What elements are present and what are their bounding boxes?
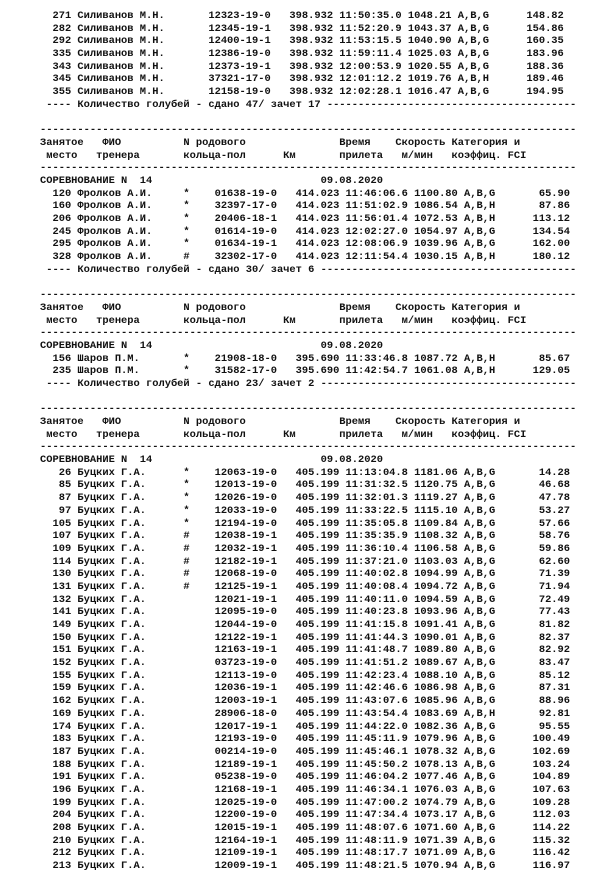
result-row: 282 Силиванов М.Н. 12345-19-1 398.932 11:52:20.9 1043.37 A,B,G 154.86 [40, 22, 564, 35]
result-row: 212 Буцких Г.А. 12109-19-1 405.199 11:48:17.7 1071.09 A,B,G 116.42 [40, 847, 571, 860]
separator-line: -------------------------------------------------------------------------------------- [40, 162, 577, 175]
result-row: 87 Буцких Г.А. * 12026-19-0 405.199 11:32:01.3 1119.27 A,B,G 47.78 [40, 492, 571, 505]
result-row: 271 Силиванов М.Н. 12323-19-0 398.932 11:50:35.0 1048.21 A,B,G 148.82 [40, 10, 564, 22]
blank-line [40, 112, 576, 125]
result-row: 292 Силиванов М.Н. 12400-19-1 398.932 11:53:15.5 1040.90 A,B,G 160.35 [40, 35, 564, 48]
result-row: 355 Силиванов М.Н. 12158-19-0 398.932 12:02:28.1 1016.47 A,B,G 194.95 [40, 86, 564, 99]
column-header: Занятое ФИО N родового Время Скорость Категория и [40, 136, 521, 149]
result-row: 208 Буцких Г.А. 12015-19-1 405.199 11:48:07.6 1071.60 A,B,G 114.22 [40, 822, 571, 834]
separator-line: -------------------------------------------------------------------------------------- [40, 124, 577, 137]
result-row: 130 Буцких Г.А. # 12068-19-0 405.199 11:40:02.8 1094.99 A,B,G 71.39 [40, 568, 571, 581]
result-row: 199 Буцких Г.А. 12025-19-0 405.199 11:47:00.2 1074.79 A,B,G 109.28 [40, 796, 571, 809]
result-row: 345 Силиванов М.Н. 37321-17-0 398.932 12:01:12.2 1019.76 A,B,H 189.46 [40, 73, 564, 86]
result-row: 120 Фролков А.И. * 01638-19-0 414.023 11:46:06.6 1100.80 A,B,G 65.90 [40, 187, 571, 200]
result-row: 159 Буцких Г.А. 12036-19-1 405.199 11:42:46.6 1086.98 A,B,G 87.31 [40, 682, 571, 695]
result-row: 328 Фролков А.И. # 32302-17-0 414.023 12:11:54.4 1030.15 A,B,H 180.12 [40, 251, 571, 264]
result-row: 191 Буцких Г.А. 05238-19-0 405.199 11:46:04.2 1077.46 A,B,G 104.89 [40, 771, 571, 784]
column-header: место тренера кольца-пол Км прилета м/мин коэффиц. FCI [40, 428, 527, 441]
result-row: 97 Буцких Г.А. * 12033-19-0 405.199 11:33:22.5 1115.10 A,B,G 53.27 [40, 504, 571, 517]
competition-header: СОРЕВНОВАНИЕ N 14 09.08.2020 [40, 339, 383, 352]
result-row: 169 Буцких Г.А. 28906-18-0 405.199 11:43:54.4 1083.69 A,B,H 92.81 [40, 707, 571, 720]
result-row: 109 Буцких Г.А. # 12032-19-1 405.199 11:36:10.4 1106.58 A,B,G 59.86 [40, 542, 571, 555]
result-row: 187 Буцких Г.А. 00214-19-0 405.199 11:45:46.1 1078.32 A,B,G 102.69 [40, 745, 571, 758]
result-row: 149 Буцких Г.А. 12044-19-0 405.199 11:41:15.8 1091.41 A,B,G 81.82 [40, 619, 571, 631]
summary-line: ---- Количество голубей - сдано 30/ зачет 6 ----------------------------------------- [40, 263, 577, 276]
result-row: 155 Буцких Г.А. 12113-19-0 405.199 11:42:23.4 1088.10 A,B,G 85.12 [40, 669, 571, 682]
column-header: Занятое ФИО N родового Время Скорость Категория и [40, 301, 521, 314]
result-row: 114 Буцких Г.А. # 12182-19-1 405.199 11:37:21.0 1103.03 A,B,G 62.60 [40, 555, 571, 568]
result-row: 105 Буцких Г.А. * 12194-19-0 405.199 11:35:05.8 1109.84 A,B,G 57.66 [40, 517, 571, 530]
result-row: 85 Буцких Г.А. * 12013-19-0 405.199 11:31:32.5 1120.75 A,B,G 46.68 [40, 479, 571, 492]
result-row: 245 Фролков А.И. * 01614-19-0 414.023 12:02:27.0 1054.97 A,B,G 134.54 [40, 225, 571, 238]
result-row: 295 Фролков А.И. * 01634-19-1 414.023 12:08:06.9 1039.96 A,B,G 162.00 [40, 238, 571, 251]
result-row: 160 Фролков А.И. * 32397-17-0 414.023 11:51:02.9 1086.54 A,B,H 87.86 [40, 200, 571, 213]
result-row: 196 Буцких Г.А. 12168-19-1 405.199 11:46:34.1 1076.03 A,B,G 107.63 [40, 783, 571, 796]
result-row: 131 Буцких Г.А. # 12125-19-1 405.199 11:40:08.4 1094.72 A,B,G 71.94 [40, 580, 571, 593]
result-row: 204 Буцких Г.А. 12200-19-0 405.199 11:47:34.4 1073.17 A,B,G 112.03 [40, 809, 571, 822]
result-row: 183 Буцких Г.А. 12193-19-0 405.199 11:45:11.9 1079.96 A,B,G 100.49 [40, 733, 571, 746]
blank-line [40, 276, 576, 289]
result-row: 206 Фролков А.И. * 20406-18-1 414.023 11:56:01.4 1072.53 A,B,H 113.12 [40, 213, 571, 225]
column-header: Занятое ФИО N родового Время Скорость Категория и [40, 416, 521, 428]
results-report [40, 10, 576, 873]
result-row: 156 Шаров П.М. * 21908-18-0 395.690 11:33:46.8 1087.72 A,B,H 85.67 [40, 352, 571, 365]
separator-line: -------------------------------------------------------------------------------------- [40, 403, 577, 416]
summary-line: ---- Количество голубей - сдано 47/ зачет 17 ---------------------------------------- [40, 98, 577, 111]
result-row: 188 Буцких Г.А. 12189-19-1 405.199 11:45:50.2 1078.13 A,B,G 103.24 [40, 758, 571, 771]
blank-line [40, 391, 576, 404]
column-header: место тренера кольца-пол Км прилета м/мин коэффиц. FCI [40, 149, 527, 162]
result-row: 343 Силиванов М.Н. 12373-19-1 398.932 12:00:53.9 1020.55 A,B,G 188.36 [40, 60, 564, 73]
result-row: 107 Буцких Г.А. # 12038-19-1 405.199 11:35:35.9 1108.32 A,B,G 58.76 [40, 530, 571, 543]
separator-line: -------------------------------------------------------------------------------------- [40, 327, 577, 340]
result-row: 213 Буцких Г.А. 12009-19-1 405.199 11:48:21.5 1070.94 A,B,G 116.97 [40, 860, 571, 873]
result-row: 132 Буцких Г.А. 12021-19-1 405.199 11:40:11.0 1094.59 A,B,G 72.49 [40, 593, 571, 606]
result-row: 235 Шаров П.М. * 31582-17-0 395.690 11:42:54.7 1061.08 A,B,H 129.05 [40, 365, 571, 378]
result-row: 174 Буцких Г.А. 12017-19-1 405.199 11:44:22.0 1082.36 A,B,G 95.55 [40, 720, 571, 733]
result-row: 210 Буцких Г.А. 12164-19-1 405.199 11:48:11.9 1071.39 A,B,G 115.32 [40, 834, 571, 847]
result-row: 152 Буцких Г.А. 03723-19-0 405.199 11:41:51.2 1089.67 A,B,G 83.47 [40, 657, 571, 670]
competition-header: СОРЕВНОВАНИЕ N 14 09.08.2020 [40, 454, 383, 467]
result-row: 26 Буцких Г.А. * 12063-19-0 405.199 11:13:04.8 1181.06 A,B,G 14.28 [40, 466, 571, 479]
result-row: 141 Буцких Г.А. 12095-19-0 405.199 11:40:23.8 1093.96 A,B,G 77.43 [40, 606, 571, 619]
column-header: место тренера кольца-пол Км прилета м/мин коэффиц. FCI [40, 314, 527, 327]
summary-line: ---- Количество голубей - сдано 23/ зачет 2 ----------------------------------------- [40, 377, 577, 390]
separator-line: -------------------------------------------------------------------------------------- [40, 289, 577, 302]
result-row: 162 Буцких Г.А. 12003-19-1 405.199 11:43:07.6 1085.96 A,B,G 88.96 [40, 695, 571, 708]
separator-line: -------------------------------------------------------------------------------------- [40, 441, 577, 454]
competition-header: СОРЕВНОВАНИЕ N 14 09.08.2020 [40, 174, 383, 187]
result-row: 150 Буцких Г.А. 12122-19-1 405.199 11:41:44.3 1090.01 A,B,G 82.37 [40, 631, 571, 644]
result-row: 335 Силиванов М.Н. 12386-19-0 398.932 11:59:11.4 1025.03 A,B,G 183.96 [40, 48, 564, 61]
result-row: 151 Буцких Г.А. 12163-19-1 405.199 11:41:48.7 1089.80 A,B,G 82.92 [40, 644, 571, 657]
